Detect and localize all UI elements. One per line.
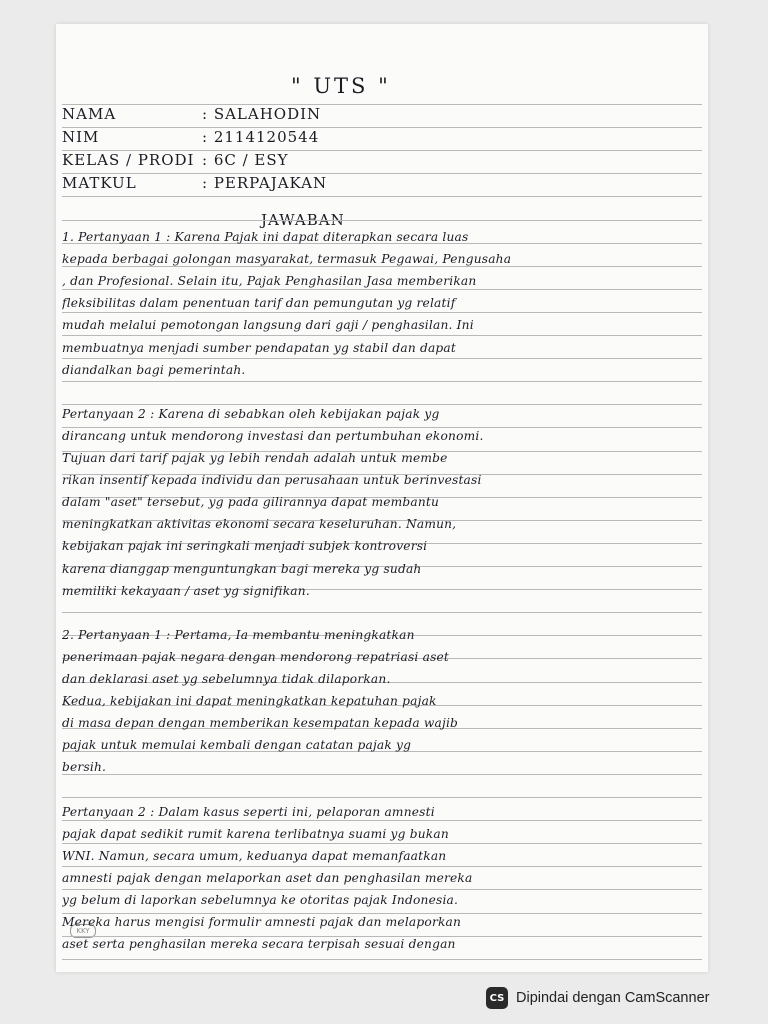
field-label: NIM [62, 128, 100, 146]
ruled-line [62, 959, 702, 960]
handwritten-line: karena dianggap menguntungkan bagi mereka yg sudah [62, 561, 422, 576]
camscanner-logo-icon: CS [486, 987, 508, 1009]
handwritten-line: memiliki kekayaan / aset yg signifikan. [62, 583, 310, 598]
handwritten-line: Pertanyaan 2 : Dalam kasus seperti ini, pelaporan amnesti [62, 804, 435, 819]
handwritten-line: dan deklarasi aset yg sebelumnya tidak dilaporkan. [62, 672, 391, 686]
camscanner-watermark [486, 986, 709, 1010]
field-value: : PERPAJAKAN [202, 174, 328, 192]
ruled-line [62, 866, 702, 867]
handwritten-line: 2. Pertanyaan 1 : Pertama, Ia membantu meningkatkan [62, 627, 415, 642]
ruled-line [62, 196, 702, 197]
handwritten-line: kebijakan pajak ini seringkali menjadi subjek kontroversi [62, 539, 428, 554]
handwritten-line: Tujuan dari tarif pajak yg lebih rendah adalah untuk membe [62, 451, 448, 465]
field-label: KELAS / PRODI [62, 151, 195, 169]
field-label: MATKUL [62, 174, 137, 192]
ruled-line [62, 889, 702, 890]
handwritten-line: dirancang untuk mendorong investasi dan pertumbuhan ekonomi. [62, 428, 484, 443]
ruled-line [62, 358, 702, 359]
handwritten-line: fleksibilitas dalam penentuan tarif dan pemungutan yg relatif [62, 296, 456, 311]
handwritten-line: Mereka harus mengisi formulir amnesti pajak dan melaporkan [62, 915, 462, 930]
ruled-line [62, 127, 702, 128]
ruled-line [62, 104, 702, 105]
handwritten-line: kepada berbagai golongan masyarakat, termasuk Pegawai, Pengusaha [62, 252, 512, 267]
ruled-line [62, 913, 702, 914]
handwritten-line: membuatnya menjadi sumber pendapatan yg stabil dan dapat [62, 340, 456, 355]
handwritten-line: bersih. [62, 760, 107, 775]
ruled-line [62, 335, 702, 336]
field-label: NAMA [62, 105, 117, 123]
ruled-line [62, 820, 702, 821]
ruled-line [62, 843, 702, 844]
handwritten-line: diandalkan bagi pemerintah. [62, 362, 246, 377]
handwritten-line: 1. Pertanyaan 1 : Karena Pajak ini dapat diterapkan secara luas [62, 230, 469, 244]
answer-heading: JAWABAN [261, 211, 345, 229]
handwritten-line: di masa depan dengan memberikan kesempatan kepada wajib [62, 716, 459, 731]
page-stamp: KKY [70, 924, 96, 938]
handwritten-line: penerimaan pajak negara dengan mendorong repatriasi aset [62, 649, 450, 664]
handwritten-line: pajak dapat sedikit rumit karena terlibatnya suami yg bukan [62, 826, 449, 841]
ruled-line [62, 612, 702, 613]
camscanner-label: Dipindai dengan CamScanner [516, 990, 710, 1006]
handwritten-line: rikan insentif kepada individu dan perusahaan untuk berinvestasi [62, 473, 482, 488]
handwritten-line: Kedua, kebijakan ini dapat meningkatkan kepatuhan pajak [62, 694, 437, 709]
ruled-line [62, 404, 702, 405]
handwritten-line: pajak untuk memulai kembali dengan catatan pajak yg [62, 738, 412, 753]
handwritten-line: aset serta penghasilan mereka secara terpisah sesuai dengan [62, 937, 456, 952]
page-title: " UTS " [291, 74, 391, 98]
handwritten-line: amnesti pajak dengan melaporkan aset dan penghasilan mereka [62, 870, 473, 885]
ruled-line [62, 173, 702, 174]
ruled-line [62, 797, 702, 798]
field-value: : 6C / ESY [202, 151, 289, 169]
ruled-line [62, 312, 702, 313]
ruled-line [62, 381, 702, 382]
ruled-line [62, 220, 702, 221]
handwritten-line: dalam "aset" tersebut, yg pada gilirannya dapat membantu [62, 495, 440, 510]
handwritten-line: , dan Profesional. Selain itu, Pajak Penghasilan Jasa memberikan [62, 274, 477, 289]
handwritten-line: meningkatkan aktivitas ekonomi secara keseluruhan. Namun, [62, 517, 457, 532]
scanned-page [56, 24, 708, 972]
handwritten-line: yg belum di laporkan sebelumnya ke otoritas pajak Indonesia. [62, 893, 459, 907]
handwritten-line: Pertanyaan 2 : Karena di sebabkan oleh kebijakan pajak yg [62, 406, 440, 421]
ruled-line [62, 289, 702, 290]
handwritten-line: mudah melalui pemotongan langsung dari gaji / penghasilan. Ini [62, 318, 474, 333]
field-value: : SALAHODIN [202, 105, 322, 123]
field-value: : 2114120544 [202, 128, 320, 146]
handwritten-line: WNI. Namun, secara umum, keduanya dapat memanfaatkan [62, 848, 447, 863]
